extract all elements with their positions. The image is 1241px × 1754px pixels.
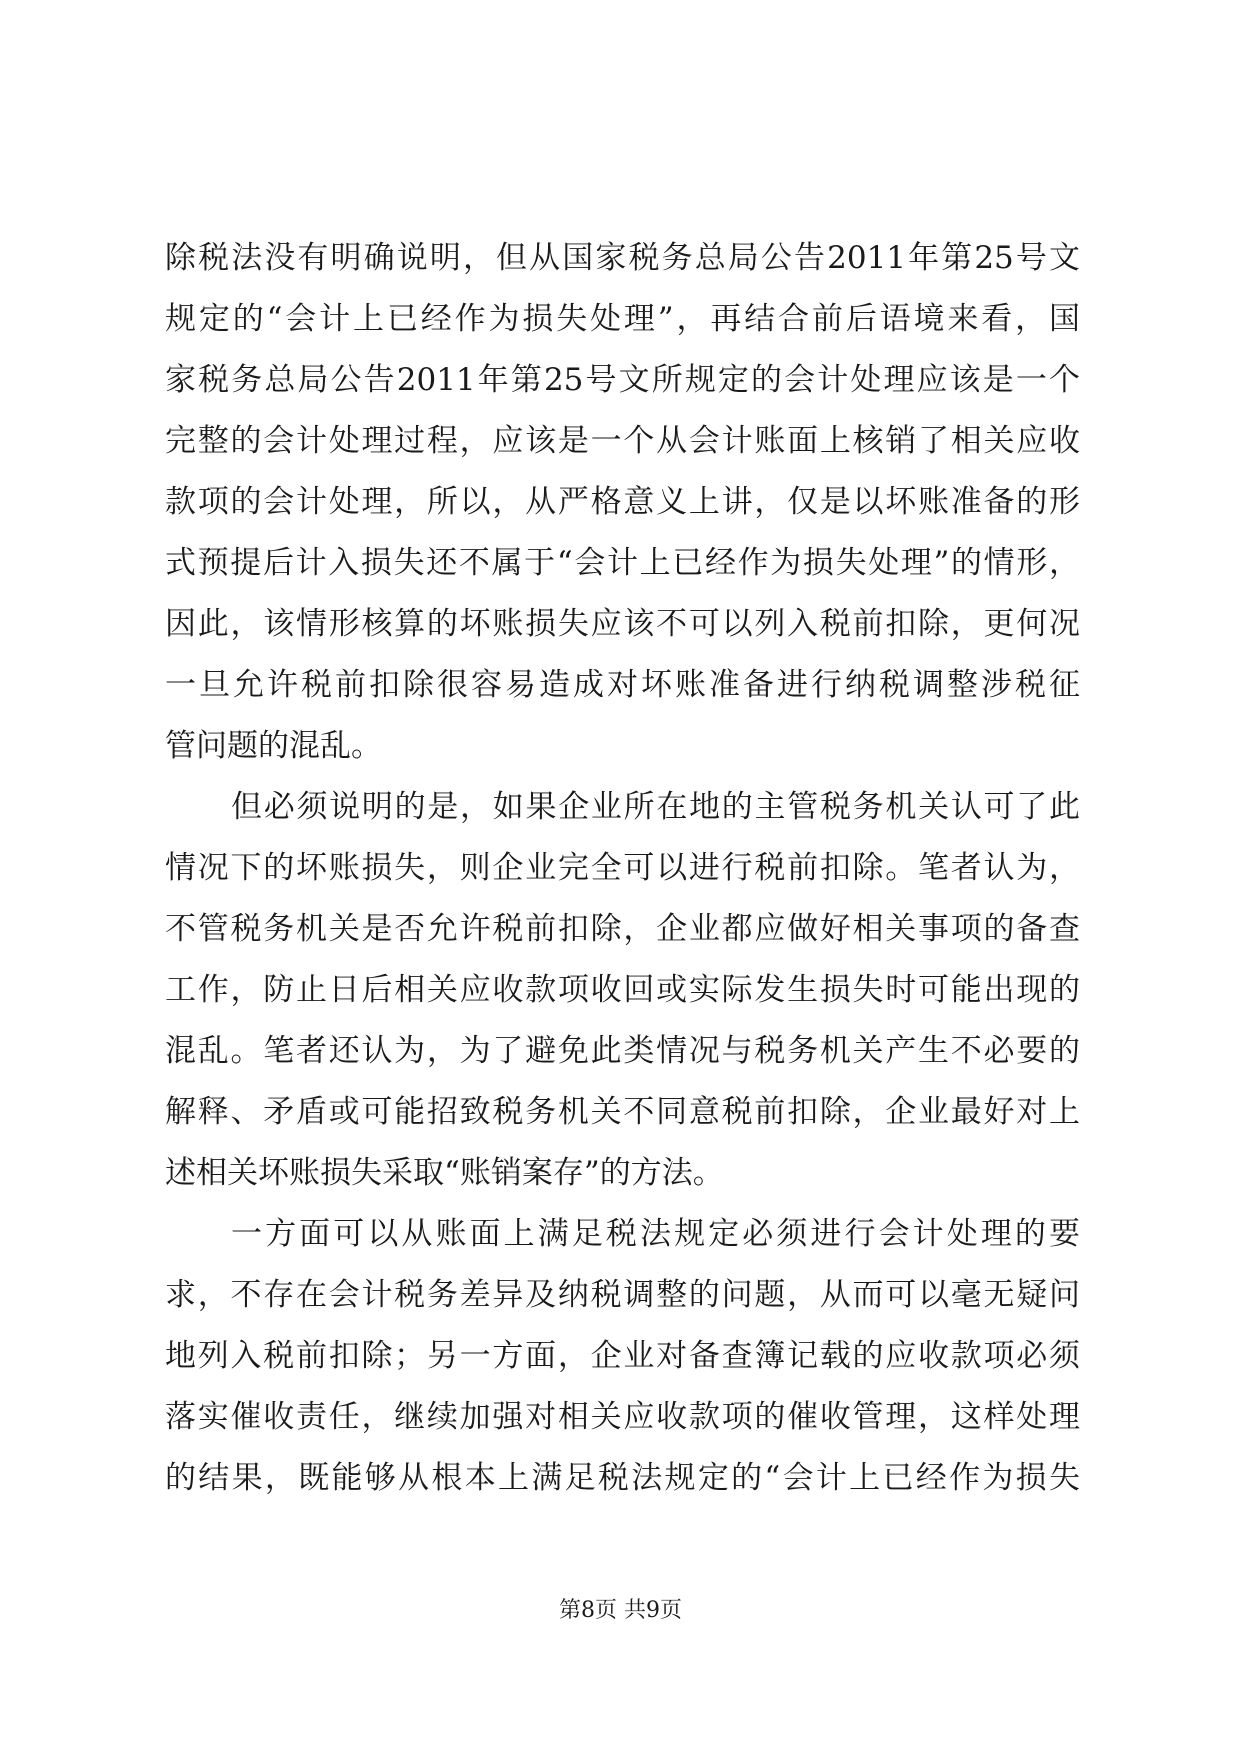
text-line: 家税务总局公告2011年第25号文所规定的会计处理应该是一个 — [165, 362, 1080, 398]
text-line: 除税法没有明确说明，但从国家税务总局公告2011年第25号文 — [165, 240, 1080, 276]
text-line: 因此，该情形核算的坏账损失应该不可以列入税前扣除，更何况 — [165, 606, 1080, 642]
text-line: 不管税务机关是否允许税前扣除，企业都应做好相关事项的备查 — [165, 911, 1080, 947]
text-line: 解释、矛盾或可能招致税务机关不同意税前扣除，企业最好对上 — [165, 1094, 1080, 1130]
text-line: 述相关坏账损失采取“账销案存”的方法。 — [165, 1155, 724, 1191]
text-line: 的结果，既能够从根本上满足税法规定的“会计上已经作为损失 — [165, 1460, 1080, 1496]
text-line: 混乱。笔者还认为，为了避免此类情况与税务机关产生不必要的 — [165, 1033, 1080, 1069]
text-line: 一方面可以从账面上满足税法规定必须进行会计处理的要 — [231, 1216, 1080, 1252]
text-line: 情况下的坏账损失，则企业完全可以进行税前扣除。笔者认为， — [165, 850, 1080, 886]
paragraph-2 — [165, 777, 1080, 1204]
text-line: 款项的会计处理，所以，从严格意义上讲，仅是以坏账准备的形 — [165, 484, 1080, 520]
text-line: 完整的会计处理过程，应该是一个从会计账面上核销了相关应收 — [165, 423, 1080, 459]
text-line: 求，不存在会计税务差异及纳税调整的问题，从而可以毫无疑问 — [165, 1277, 1080, 1313]
text-line: 工作，防止日后相关应收款项收回或实际发生损失时可能出现的 — [165, 972, 1080, 1008]
document-body — [165, 228, 1080, 1509]
text-line: 规定的“会计上已经作为损失处理”，再结合前后语境来看，国 — [165, 301, 1080, 337]
text-line: 管问题的混乱。 — [165, 728, 382, 764]
page-number: 第8页 共9页 — [559, 1598, 682, 1623]
page-footer — [0, 1596, 1241, 1626]
text-line: 式预提后计入损失还不属于“会计上已经作为损失处理”的情形， — [165, 545, 1080, 581]
paragraph-1 — [165, 228, 1080, 777]
text-line: 落实催收责任，继续加强对相关应收款项的催收管理，这样处理 — [165, 1399, 1080, 1435]
paragraph-3 — [165, 1204, 1080, 1509]
text-line: 地列入税前扣除；另一方面，企业对备查簿记载的应收款项必须 — [165, 1338, 1080, 1374]
text-line: 一旦允许税前扣除很容易造成对坏账准备进行纳税调整涉税征 — [165, 667, 1080, 703]
text-line: 但必须说明的是，如果企业所在地的主管税务机关认可了此 — [231, 789, 1080, 825]
